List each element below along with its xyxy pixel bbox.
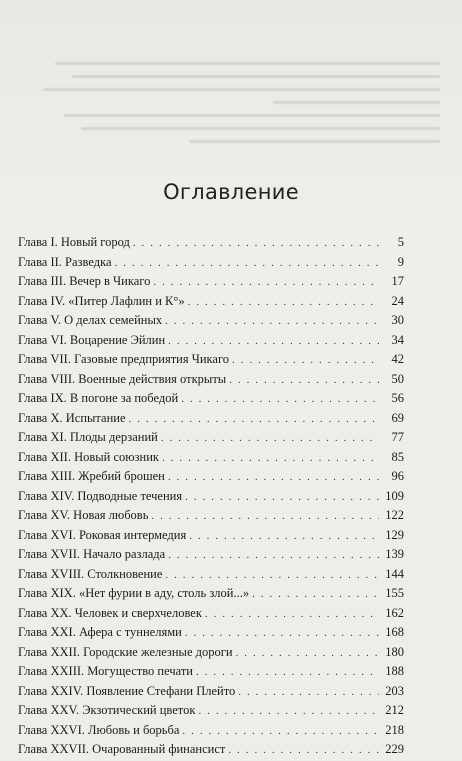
page-number: 96 — [391, 469, 404, 483]
page-number: 56 — [391, 391, 404, 405]
toc-entry — [18, 740, 404, 760]
chapter-title: Глава XIX. «Нет фурии в аду, столь злой...» — [18, 586, 250, 600]
dot-leader — [162, 449, 379, 469]
dot-leader — [153, 273, 379, 293]
toc-entry — [18, 545, 404, 565]
page-number: 144 — [385, 566, 404, 581]
dot-leader — [252, 585, 379, 605]
chapter-title: Глава VII. Газовые предприятия Чикаго — [18, 352, 230, 366]
dot-leader — [161, 429, 379, 449]
chapter-title: Глава XXI. Афера с туннелями — [18, 625, 182, 639]
toc-entry — [18, 682, 404, 702]
toc-entry — [18, 604, 404, 624]
dot-leader — [232, 351, 379, 371]
toc-entry — [18, 721, 404, 741]
dot-leader — [133, 234, 379, 254]
dot-leader — [189, 527, 379, 547]
chapter-title: Глава XXIII. Могущество печати — [18, 664, 193, 678]
page-number: 42 — [391, 352, 404, 366]
chapter-title: Глава XVIII. Столкновение — [18, 566, 163, 581]
page-number: 212 — [385, 703, 404, 717]
dot-leader — [238, 683, 379, 703]
toc-entry — [18, 487, 404, 507]
page-number: 203 — [385, 683, 404, 698]
dot-leader — [188, 293, 379, 313]
show-through-text — [0, 0, 462, 170]
toc-entry — [18, 662, 404, 682]
dot-leader — [185, 488, 379, 508]
page-number: 218 — [385, 722, 404, 737]
dot-leader — [205, 605, 379, 625]
dot-leader — [168, 468, 379, 488]
page-number: 5 — [397, 235, 404, 249]
page-number: 139 — [385, 547, 404, 561]
page-number: 30 — [391, 313, 404, 327]
toc-entry — [18, 565, 404, 585]
chapter-title: Глава XXII. Городские железные дороги — [18, 644, 233, 659]
toc-entry — [18, 643, 404, 663]
toc-entry — [18, 389, 404, 409]
chapter-title: Глава XIV. Подводные течения — [18, 488, 183, 503]
chapter-title: Глава XXVI. Любовь и борьба — [18, 722, 180, 737]
chapter-title: Глава VI. Воцарение Эйлин — [18, 332, 166, 347]
dot-leader — [168, 332, 379, 352]
page-number: 17 — [391, 274, 404, 288]
chapter-title: Глава X. Испытание — [18, 410, 126, 425]
toc-entry — [18, 623, 404, 643]
toc-entry — [18, 428, 404, 448]
toc-entry — [18, 311, 404, 331]
chapter-title: Глава XVII. Начало разлада — [18, 547, 166, 561]
toc-entry — [18, 409, 404, 429]
toc-entry — [18, 233, 404, 253]
toc-entry — [18, 584, 404, 604]
toc-entry — [18, 292, 404, 312]
toc-entry — [18, 253, 404, 273]
chapter-title: Глава III. Вечер в Чикаго — [18, 274, 151, 288]
dot-leader — [168, 546, 379, 566]
chapter-title: Глава XII. Новый союзник — [18, 449, 160, 464]
dot-leader — [181, 390, 379, 410]
page-number: 9 — [397, 254, 404, 269]
chapter-title: Глава XV. Новая любовь — [18, 508, 149, 522]
page-number: 77 — [391, 430, 404, 444]
toc-entry — [18, 350, 404, 370]
page-number: 162 — [385, 605, 404, 620]
dot-leader — [236, 644, 379, 664]
page-number: 50 — [391, 371, 404, 386]
page-number: 122 — [385, 508, 404, 522]
toc-entry — [18, 526, 404, 546]
chapter-title: Глава VIII. Военные действия открыты — [18, 371, 227, 386]
page-number: 129 — [385, 527, 404, 542]
dot-leader — [165, 312, 379, 332]
toc-entry — [18, 370, 404, 390]
chapter-title: Глава V. О делах семейных — [18, 313, 163, 327]
toc-entry — [18, 272, 404, 292]
page-number: 109 — [385, 488, 404, 503]
page-number: 69 — [391, 410, 404, 425]
toc-entry — [18, 467, 404, 487]
dot-leader — [182, 722, 379, 742]
toc-entry — [18, 701, 404, 721]
page-number: 34 — [391, 332, 404, 347]
dot-leader — [198, 702, 379, 722]
chapter-title: Глава XVI. Роковая интермедия — [18, 527, 187, 542]
page-title: Оглавление — [163, 180, 299, 204]
toc-entry — [18, 331, 404, 351]
toc-entry — [18, 506, 404, 526]
dot-leader — [229, 371, 379, 391]
chapter-title: Глава XI. Плоды дерзаний — [18, 430, 158, 444]
page-number: 229 — [385, 742, 404, 756]
dot-leader — [151, 507, 379, 527]
chapter-title: Глава I. Новый город — [18, 235, 130, 249]
chapter-title: Глава XXVII. Очарованный финансист — [18, 742, 226, 756]
toc-entry — [18, 448, 404, 468]
chapter-title: Глава XIII. Жребий брошен — [18, 469, 165, 483]
chapter-title: Глава IX. В погоне за победой — [18, 391, 179, 405]
dot-leader — [196, 663, 379, 683]
dot-leader — [228, 741, 379, 761]
dot-leader — [129, 410, 379, 430]
page-number: 188 — [385, 664, 404, 678]
page-number: 168 — [385, 625, 404, 639]
dot-leader — [185, 624, 379, 644]
show-through-lines — [22, 62, 440, 153]
table-of-contents — [18, 233, 404, 760]
chapter-title: Глава IV. «Питер Лафлин и К°» — [18, 293, 185, 308]
page-number: 24 — [391, 293, 404, 308]
chapter-title: Глава XXIV. Появление Стефани Плейто — [18, 683, 236, 698]
chapter-title: Глава XX. Человек и сверхчеловек — [18, 605, 202, 620]
chapter-title: Глава XXV. Экзотический цветок — [18, 703, 196, 717]
page-number: 155 — [385, 586, 404, 600]
dot-leader — [165, 566, 379, 586]
dot-leader — [115, 254, 380, 274]
chapter-title: Глава II. Разведка — [18, 254, 112, 269]
page-number: 85 — [391, 449, 404, 464]
page-number: 180 — [385, 644, 404, 659]
